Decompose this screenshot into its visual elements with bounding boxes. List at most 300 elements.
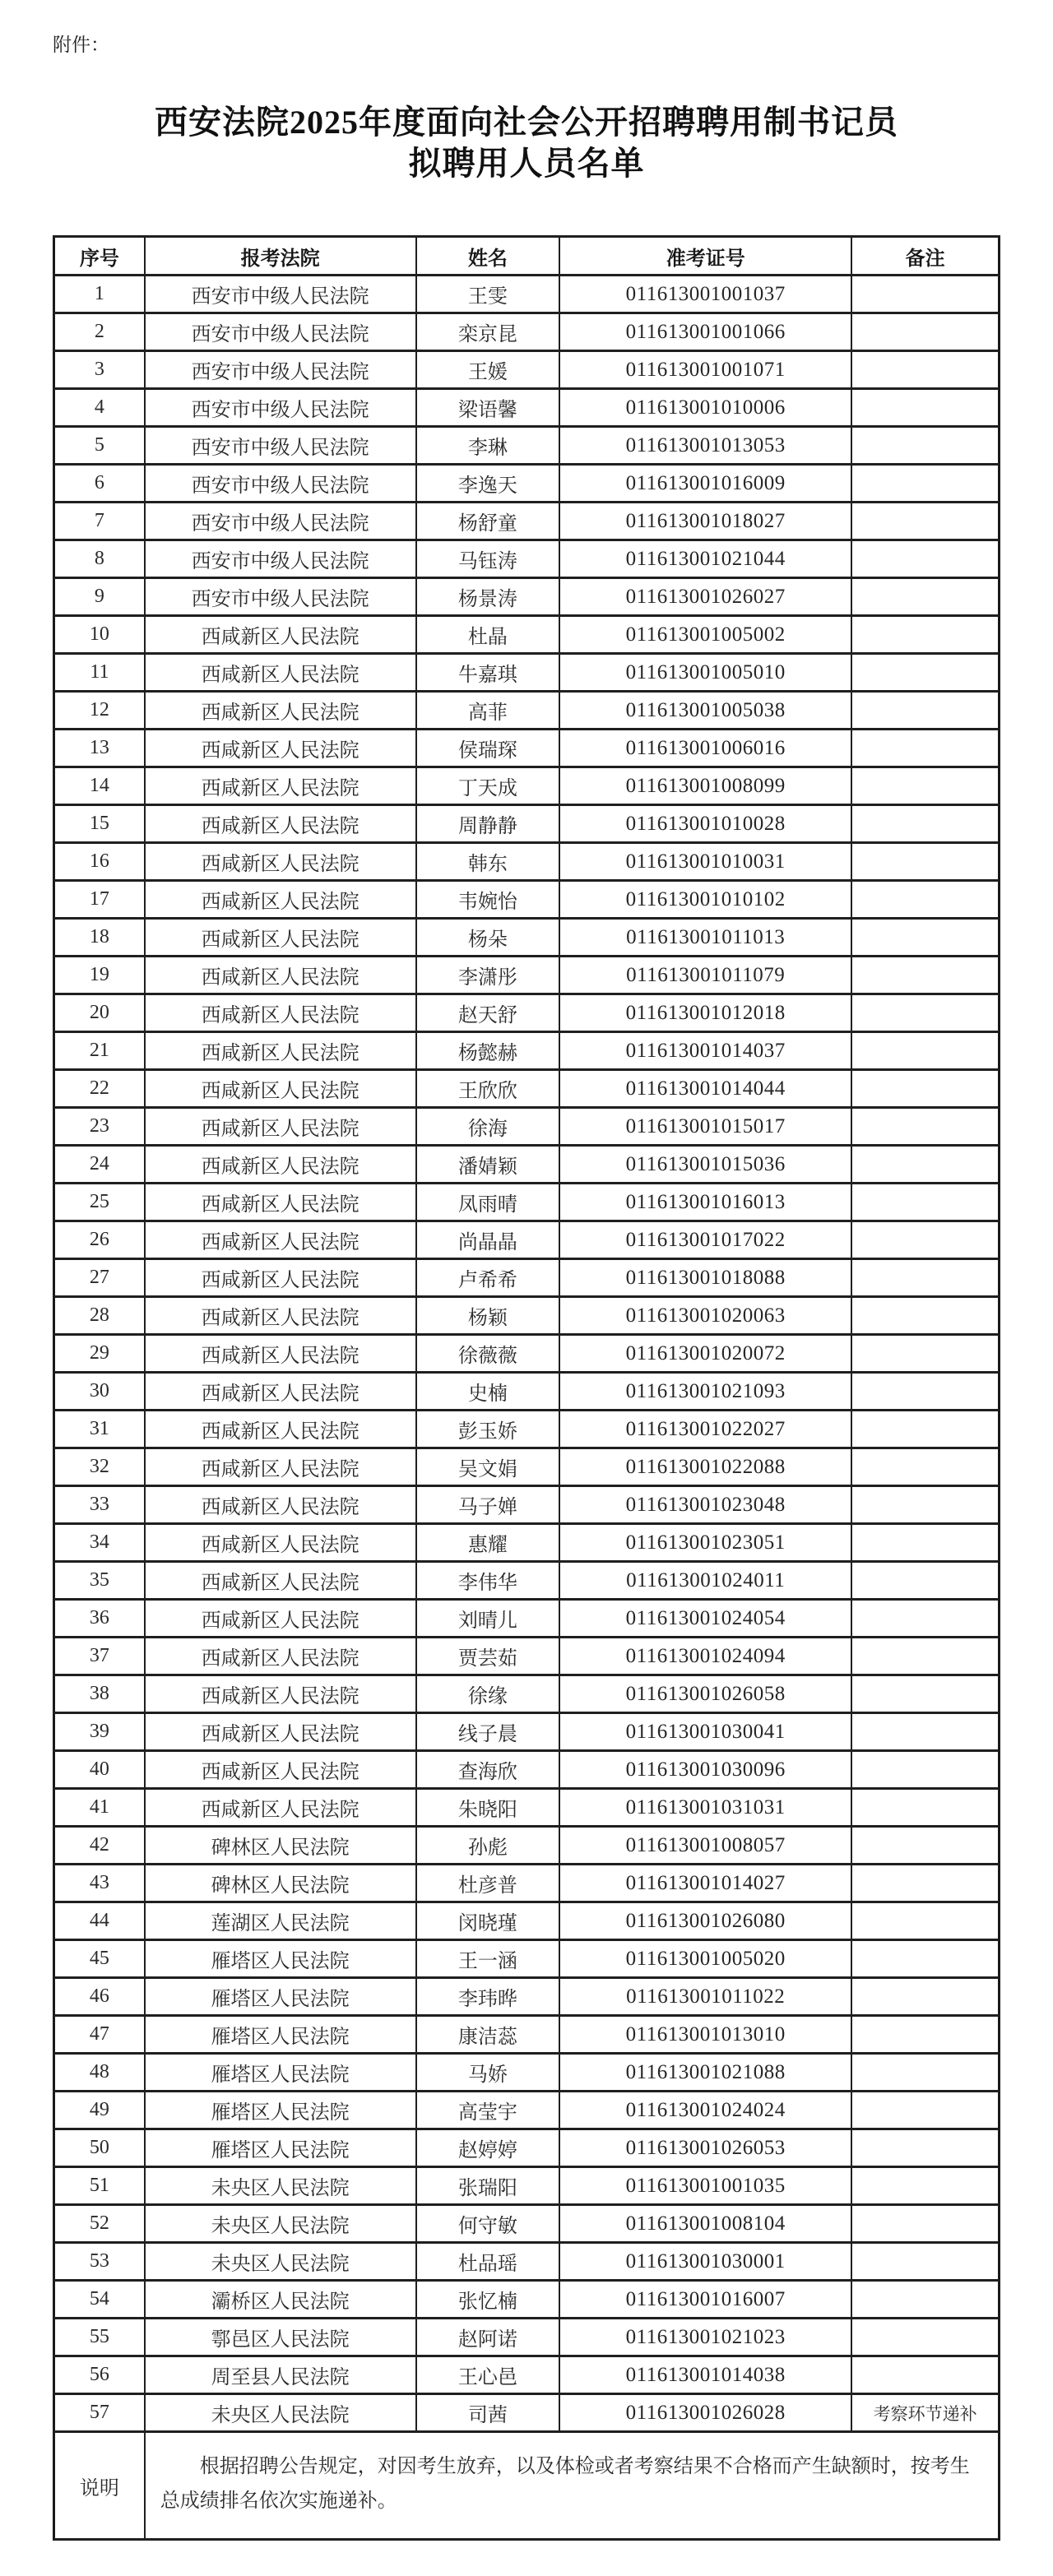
row-index-cell: 54 [54, 2281, 145, 2319]
court-cell: 西咸新区人民法院 [145, 1297, 416, 1335]
ticket-number-cell: 011613001023048 [559, 1486, 851, 1524]
ticket-number-cell: 011613001014038 [559, 2356, 851, 2394]
table-row [54, 1411, 1000, 1448]
remark-cell [851, 692, 999, 730]
table-row [54, 1865, 1000, 1902]
ticket-number-cell: 011613001011013 [559, 919, 851, 957]
court-cell: 西咸新区人民法院 [145, 654, 416, 692]
court-cell: 西咸新区人民法院 [145, 1184, 416, 1221]
row-index-cell: 22 [54, 1070, 145, 1108]
table-row [54, 1486, 1000, 1524]
table-row [54, 1335, 1000, 1373]
court-cell: 西咸新区人民法院 [145, 994, 416, 1032]
court-cell: 鄠邑区人民法院 [145, 2319, 416, 2356]
name-cell: 马娇 [416, 2054, 560, 2092]
ticket-number-cell: 011613001014044 [559, 1070, 851, 1108]
name-cell: 高莹宇 [416, 2092, 560, 2129]
court-cell: 西咸新区人民法院 [145, 1070, 416, 1108]
ticket-number-cell: 011613001014027 [559, 1865, 851, 1902]
court-cell: 雁塔区人民法院 [145, 2054, 416, 2092]
row-index-cell: 57 [54, 2394, 145, 2432]
court-cell: 西咸新区人民法院 [145, 1146, 416, 1184]
court-cell: 西咸新区人民法院 [145, 1638, 416, 1675]
name-cell: 韦婉怡 [416, 881, 560, 919]
row-index-cell: 39 [54, 1713, 145, 1751]
table-row [54, 1070, 1000, 1108]
remark-cell [851, 465, 999, 503]
name-cell: 赵阿诺 [416, 2319, 560, 2356]
name-cell: 查海欣 [416, 1751, 560, 1789]
table-row [54, 767, 1000, 805]
remark-cell [851, 503, 999, 540]
row-index-cell: 23 [54, 1108, 145, 1146]
table-row [54, 1448, 1000, 1486]
remark-cell [851, 1600, 999, 1638]
remark-cell [851, 2167, 999, 2205]
row-index-cell: 21 [54, 1032, 145, 1070]
court-cell: 西咸新区人民法院 [145, 1373, 416, 1411]
court-cell: 西安市中级人民法院 [145, 276, 416, 313]
name-cell: 朱晓阳 [416, 1789, 560, 1827]
court-cell: 莲湖区人民法院 [145, 1902, 416, 1940]
remark-cell [851, 1865, 999, 1902]
name-cell: 线子晨 [416, 1713, 560, 1751]
remark-cell [851, 2129, 999, 2167]
name-cell: 李潇彤 [416, 957, 560, 994]
row-index-cell: 33 [54, 1486, 145, 1524]
court-cell: 西安市中级人民法院 [145, 540, 416, 578]
table-row [54, 2356, 1000, 2394]
ticket-number-cell: 011613001030041 [559, 1713, 851, 1751]
remark-cell [851, 1751, 999, 1789]
table-row [54, 1600, 1000, 1638]
hiring-roster-table [53, 235, 1000, 2541]
table-row [54, 1184, 1000, 1221]
remark-cell [851, 1789, 999, 1827]
court-cell: 西咸新区人民法院 [145, 1335, 416, 1373]
court-cell: 西咸新区人民法院 [145, 730, 416, 767]
table-row [54, 994, 1000, 1032]
remark-cell [851, 2054, 999, 2092]
note-label: 说明 [54, 2432, 145, 2540]
name-cell: 杨颖 [416, 1297, 560, 1335]
table-row [54, 1259, 1000, 1297]
court-cell: 西咸新区人民法院 [145, 805, 416, 843]
name-cell: 栾京昆 [416, 313, 560, 351]
name-cell: 侯瑞琛 [416, 730, 560, 767]
remark-cell [851, 1259, 999, 1297]
name-cell: 杜品瑶 [416, 2243, 560, 2281]
name-cell: 赵婷婷 [416, 2129, 560, 2167]
remark-cell [851, 1032, 999, 1070]
ticket-number-cell: 011613001015036 [559, 1146, 851, 1184]
ticket-number-cell: 011613001010031 [559, 843, 851, 881]
remark-cell [851, 389, 999, 427]
table-row [54, 1032, 1000, 1070]
court-cell: 西安市中级人民法院 [145, 465, 416, 503]
name-cell: 司茜 [416, 2394, 560, 2432]
court-cell: 雁塔区人民法院 [145, 1940, 416, 1978]
court-cell: 西咸新区人民法院 [145, 1562, 416, 1600]
header-cell-name: 姓名 [416, 237, 560, 276]
row-index-cell: 51 [54, 2167, 145, 2205]
ticket-number-cell: 011613001022088 [559, 1448, 851, 1486]
name-cell: 王欣欣 [416, 1070, 560, 1108]
court-cell: 西咸新区人民法院 [145, 692, 416, 730]
row-index-cell: 24 [54, 1146, 145, 1184]
remark-cell [851, 1221, 999, 1259]
name-cell: 孙彪 [416, 1827, 560, 1865]
name-cell: 杨懿赫 [416, 1032, 560, 1070]
court-cell: 西咸新区人民法院 [145, 1108, 416, 1146]
name-cell: 徐薇薇 [416, 1335, 560, 1373]
table-row [54, 2243, 1000, 2281]
name-cell: 潘婧颖 [416, 1146, 560, 1184]
document-title-line-2: 拟聘用人员名单 [408, 145, 645, 182]
row-index-cell: 17 [54, 881, 145, 919]
table-row [54, 1146, 1000, 1184]
row-index-cell: 45 [54, 1940, 145, 1978]
table-row [54, 351, 1000, 389]
table-row [54, 465, 1000, 503]
table-row [54, 2054, 1000, 2092]
document-title-line-1: 西安法院2025年度面向社会公开招聘聘用制书记员 [155, 104, 898, 141]
row-index-cell: 7 [54, 503, 145, 540]
court-cell: 西咸新区人民法院 [145, 843, 416, 881]
ticket-number-cell: 011613001005020 [559, 1940, 851, 1978]
name-cell: 丁天成 [416, 767, 560, 805]
ticket-number-cell: 011613001011022 [559, 1978, 851, 2016]
attachment-label: 附件： [53, 35, 109, 55]
document-title [53, 102, 1000, 184]
table-row [54, 1713, 1000, 1751]
remark-cell [851, 351, 999, 389]
row-index-cell: 41 [54, 1789, 145, 1827]
name-cell: 李伟华 [416, 1562, 560, 1600]
row-index-cell: 32 [54, 1448, 145, 1486]
row-index-cell: 30 [54, 1373, 145, 1411]
note-cell [145, 2432, 1000, 2540]
row-index-cell: 56 [54, 2356, 145, 2394]
row-index-cell: 50 [54, 2129, 145, 2167]
court-cell: 西咸新区人民法院 [145, 919, 416, 957]
court-cell: 未央区人民法院 [145, 2394, 416, 2432]
remark-cell [851, 313, 999, 351]
ticket-number-cell: 011613001030096 [559, 1751, 851, 1789]
ticket-number-cell: 011613001017022 [559, 1221, 851, 1259]
table-row [54, 540, 1000, 578]
ticket-number-cell: 011613001008057 [559, 1827, 851, 1865]
ticket-number-cell: 011613001021044 [559, 540, 851, 578]
name-cell: 韩东 [416, 843, 560, 881]
ticket-number-cell: 011613001021088 [559, 2054, 851, 2092]
row-index-cell: 49 [54, 2092, 145, 2129]
ticket-number-cell: 011613001020063 [559, 1297, 851, 1335]
header-cell-court: 报考法院 [145, 237, 416, 276]
name-cell: 张瑞阳 [416, 2167, 560, 2205]
remark-cell [851, 957, 999, 994]
ticket-number-cell: 011613001018027 [559, 503, 851, 540]
row-index-cell: 28 [54, 1297, 145, 1335]
row-index-cell: 31 [54, 1411, 145, 1448]
row-index-cell: 44 [54, 1902, 145, 1940]
remark-cell [851, 1486, 999, 1524]
court-cell: 西咸新区人民法院 [145, 1789, 416, 1827]
name-cell: 凤雨晴 [416, 1184, 560, 1221]
table-row [54, 881, 1000, 919]
table-row [54, 957, 1000, 994]
table-header-row [54, 237, 1000, 276]
name-cell: 杨朵 [416, 919, 560, 957]
row-index-cell: 1 [54, 276, 145, 313]
table-body [54, 276, 1000, 2432]
ticket-number-cell: 011613001001071 [559, 351, 851, 389]
remark-cell [851, 2016, 999, 2054]
name-cell: 王雯 [416, 276, 560, 313]
remark-cell [851, 2319, 999, 2356]
ticket-number-cell: 011613001013053 [559, 427, 851, 465]
name-cell: 马子婵 [416, 1486, 560, 1524]
name-cell: 李琳 [416, 427, 560, 465]
ticket-number-cell: 011613001018088 [559, 1259, 851, 1297]
table-row [54, 1675, 1000, 1713]
name-cell: 梁语馨 [416, 389, 560, 427]
table-row [54, 2167, 1000, 2205]
name-cell: 吴文娟 [416, 1448, 560, 1486]
table-row [54, 654, 1000, 692]
row-index-cell: 42 [54, 1827, 145, 1865]
ticket-number-cell: 011613001005010 [559, 654, 851, 692]
remark-cell [851, 1108, 999, 1146]
court-cell: 西咸新区人民法院 [145, 1675, 416, 1713]
name-cell: 王一涵 [416, 1940, 560, 1978]
name-cell: 李玮晔 [416, 1978, 560, 2016]
ticket-number-cell: 011613001024094 [559, 1638, 851, 1675]
name-cell: 彭玉娇 [416, 1411, 560, 1448]
row-index-cell: 47 [54, 2016, 145, 2054]
ticket-number-cell: 011613001026028 [559, 2394, 851, 2432]
row-index-cell: 29 [54, 1335, 145, 1373]
remark-cell [851, 1827, 999, 1865]
court-cell: 西咸新区人民法院 [145, 767, 416, 805]
row-index-cell: 3 [54, 351, 145, 389]
ticket-number-cell: 011613001024054 [559, 1600, 851, 1638]
court-cell: 西咸新区人民法院 [145, 1259, 416, 1297]
row-index-cell: 43 [54, 1865, 145, 1902]
table-row [54, 2281, 1000, 2319]
remark-cell [851, 540, 999, 578]
table-row [54, 1524, 1000, 1562]
court-cell: 西咸新区人民法院 [145, 1032, 416, 1070]
row-index-cell: 19 [54, 957, 145, 994]
row-index-cell: 4 [54, 389, 145, 427]
ticket-number-cell: 011613001008099 [559, 767, 851, 805]
ticket-number-cell: 011613001022027 [559, 1411, 851, 1448]
name-cell: 张忆楠 [416, 2281, 560, 2319]
name-cell: 杜彦普 [416, 1865, 560, 1902]
row-index-cell: 8 [54, 540, 145, 578]
name-cell: 尚晶晶 [416, 1221, 560, 1259]
table-row [54, 919, 1000, 957]
ticket-number-cell: 011613001031031 [559, 1789, 851, 1827]
ticket-number-cell: 011613001023051 [559, 1524, 851, 1562]
remark-cell [851, 1524, 999, 1562]
remark-cell [851, 843, 999, 881]
court-cell: 周至县人民法院 [145, 2356, 416, 2394]
ticket-number-cell: 011613001012018 [559, 994, 851, 1032]
court-cell: 西安市中级人民法院 [145, 578, 416, 616]
table-row [54, 843, 1000, 881]
remark-cell [851, 2281, 999, 2319]
name-cell: 闵晓瑾 [416, 1902, 560, 1940]
court-cell: 西安市中级人民法院 [145, 351, 416, 389]
remark-cell [851, 2205, 999, 2243]
table-row [54, 2129, 1000, 2167]
ticket-number-cell: 011613001001035 [559, 2167, 851, 2205]
header-cell-remark: 备注 [851, 237, 999, 276]
remark-cell [851, 1713, 999, 1751]
ticket-number-cell: 011613001016009 [559, 465, 851, 503]
name-cell: 康洁蕊 [416, 2016, 560, 2054]
ticket-number-cell: 011613001026058 [559, 1675, 851, 1713]
court-cell: 西安市中级人民法院 [145, 313, 416, 351]
court-cell: 未央区人民法院 [145, 2243, 416, 2281]
table-row [54, 578, 1000, 616]
court-cell: 雁塔区人民法院 [145, 2016, 416, 2054]
row-index-cell: 35 [54, 1562, 145, 1600]
row-index-cell: 40 [54, 1751, 145, 1789]
table-row [54, 1940, 1000, 1978]
remark-cell [851, 2243, 999, 2281]
note-row [54, 2432, 1000, 2540]
table-row [54, 1108, 1000, 1146]
ticket-number-cell: 011613001006016 [559, 730, 851, 767]
ticket-number-cell: 011613001026080 [559, 1902, 851, 1940]
ticket-number-cell: 011613001020072 [559, 1335, 851, 1373]
court-cell: 西咸新区人民法院 [145, 1713, 416, 1751]
row-index-cell: 12 [54, 692, 145, 730]
court-cell: 西咸新区人民法院 [145, 1751, 416, 1789]
remark-cell [851, 767, 999, 805]
name-cell: 高菲 [416, 692, 560, 730]
remark-cell [851, 1373, 999, 1411]
table-row [54, 1562, 1000, 1600]
row-index-cell: 9 [54, 578, 145, 616]
ticket-number-cell: 011613001011079 [559, 957, 851, 994]
ticket-number-cell: 011613001026053 [559, 2129, 851, 2167]
name-cell: 牛嘉琪 [416, 654, 560, 692]
remark-cell [851, 276, 999, 313]
court-cell: 碑林区人民法院 [145, 1865, 416, 1902]
header-cell-index: 序号 [54, 237, 145, 276]
row-index-cell: 20 [54, 994, 145, 1032]
table-row [54, 1297, 1000, 1335]
court-cell: 雁塔区人民法院 [145, 1978, 416, 2016]
name-cell: 周静静 [416, 805, 560, 843]
table-row [54, 1221, 1000, 1259]
court-cell: 碑林区人民法院 [145, 1827, 416, 1865]
remark-cell [851, 1562, 999, 1600]
ticket-number-cell: 011613001026027 [559, 578, 851, 616]
table-row [54, 503, 1000, 540]
ticket-number-cell: 011613001008104 [559, 2205, 851, 2243]
ticket-number-cell: 011613001005038 [559, 692, 851, 730]
remark-cell [851, 1297, 999, 1335]
court-cell: 西咸新区人民法院 [145, 1221, 416, 1259]
remark-cell [851, 919, 999, 957]
table-row [54, 692, 1000, 730]
row-index-cell: 38 [54, 1675, 145, 1713]
table-row [54, 2205, 1000, 2243]
name-cell: 马钰涛 [416, 540, 560, 578]
name-cell: 王心邑 [416, 2356, 560, 2394]
name-cell: 杨景涛 [416, 578, 560, 616]
name-cell: 贾芸茹 [416, 1638, 560, 1675]
court-cell: 西咸新区人民法院 [145, 1524, 416, 1562]
remark-cell [851, 1070, 999, 1108]
table-row [54, 1638, 1000, 1675]
remark-cell [851, 730, 999, 767]
row-index-cell: 48 [54, 2054, 145, 2092]
row-index-cell: 18 [54, 919, 145, 957]
row-index-cell: 37 [54, 1638, 145, 1675]
court-cell: 未央区人民法院 [145, 2167, 416, 2205]
remark-cell [851, 1902, 999, 1940]
ticket-number-cell: 011613001024024 [559, 2092, 851, 2129]
remark-cell [851, 654, 999, 692]
name-cell: 赵天舒 [416, 994, 560, 1032]
table-row [54, 2319, 1000, 2356]
row-index-cell: 11 [54, 654, 145, 692]
remark-cell [851, 994, 999, 1032]
ticket-number-cell: 011613001010006 [559, 389, 851, 427]
court-cell: 西咸新区人民法院 [145, 1448, 416, 1486]
ticket-number-cell: 011613001021093 [559, 1373, 851, 1411]
remark-cell [851, 805, 999, 843]
court-cell: 雁塔区人民法院 [145, 2129, 416, 2167]
name-cell: 李逸天 [416, 465, 560, 503]
remark-cell [851, 881, 999, 919]
row-index-cell: 27 [54, 1259, 145, 1297]
table-row [54, 616, 1000, 654]
remark-cell [851, 2356, 999, 2394]
ticket-number-cell: 011613001001037 [559, 276, 851, 313]
remark-cell [851, 427, 999, 465]
court-cell: 西咸新区人民法院 [145, 1486, 416, 1524]
ticket-number-cell: 011613001016007 [559, 2281, 851, 2319]
court-cell: 西咸新区人民法院 [145, 1411, 416, 1448]
table-row [54, 1373, 1000, 1411]
ticket-number-cell: 011613001001066 [559, 313, 851, 351]
court-cell: 西咸新区人民法院 [145, 616, 416, 654]
remark-cell: 考察环节递补 [851, 2394, 999, 2432]
table-row [54, 1751, 1000, 1789]
ticket-number-cell: 011613001014037 [559, 1032, 851, 1070]
remark-cell [851, 1940, 999, 1978]
table-row [54, 276, 1000, 313]
ticket-number-cell: 011613001030001 [559, 2243, 851, 2281]
remark-cell [851, 1146, 999, 1184]
note-text: 根据招聘公告规定，对因考生放弃，以及体检或者考察结果不合格而产生缺额时，按考生总成绩排名依次实施递补。 [160, 2456, 970, 2512]
remark-cell [851, 616, 999, 654]
court-cell: 雁塔区人民法院 [145, 2092, 416, 2129]
ticket-number-cell: 011613001010028 [559, 805, 851, 843]
name-cell: 史楠 [416, 1373, 560, 1411]
table-row [54, 1902, 1000, 1940]
table-row [54, 2016, 1000, 2054]
table-row [54, 2092, 1000, 2129]
row-index-cell: 5 [54, 427, 145, 465]
